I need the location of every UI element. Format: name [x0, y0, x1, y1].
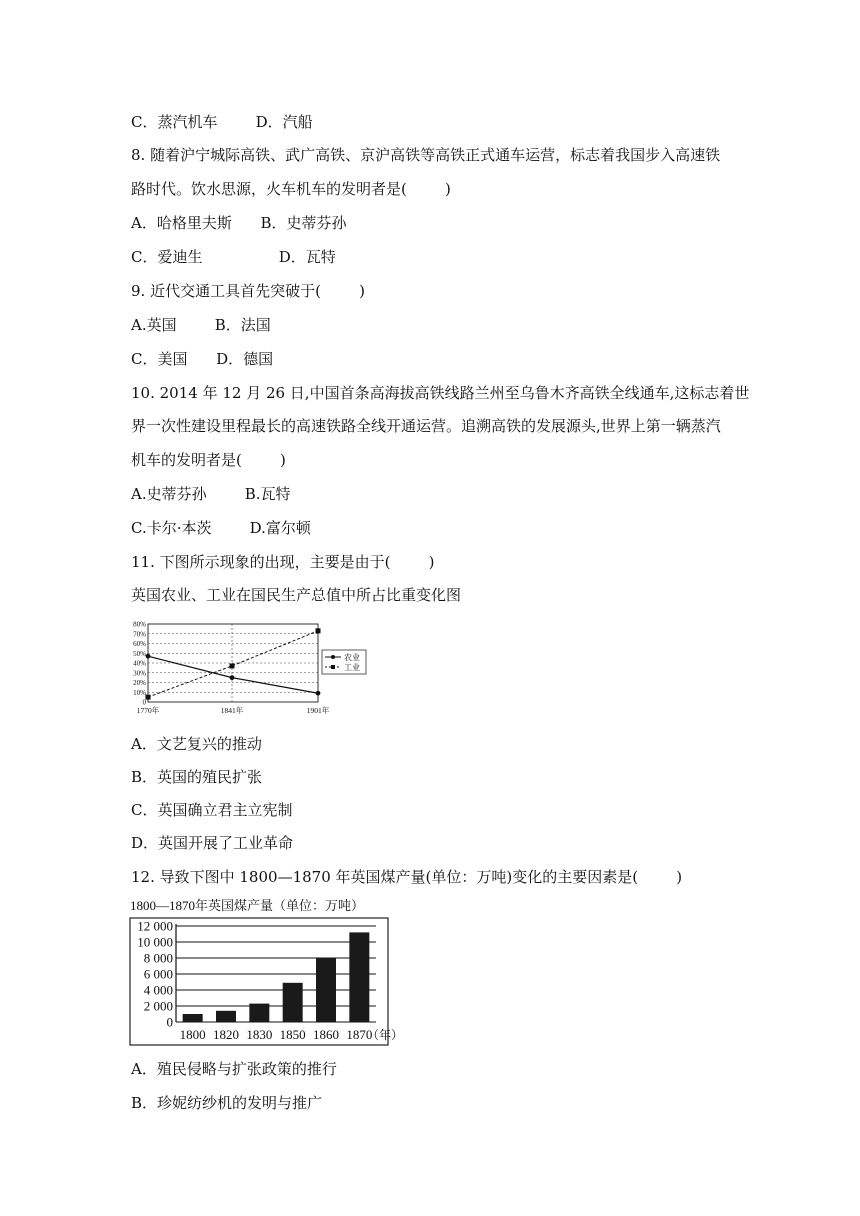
x-tick-label: 1830: [246, 1027, 273, 1042]
q10-stem-line1: 10. 2014 年 12 月 26 日,中国首条高海拔高铁线路兰州至乌鲁木齐高铁全线通车,这标志着世: [131, 384, 750, 402]
chart-title: 1800—1870年英国煤产量（单位：万吨）: [130, 898, 365, 913]
q11-chart-caption: 英国农业、工业在国民生产总值中所占比重变化图: [131, 586, 462, 604]
y-tick-label: 0: [166, 1014, 173, 1030]
q9-stem: 9. 近代交通工具首先突破于( ): [131, 282, 365, 300]
q11-option-b: B．英国的殖民扩张: [131, 768, 263, 786]
y-tick-label: 70%: [133, 630, 146, 639]
q10-stem-line3: 机车的发明者是( ): [131, 451, 286, 469]
legend-label: 农业: [344, 653, 360, 662]
x-tick-label: 1870: [346, 1027, 373, 1042]
y-tick-label: 4 000: [143, 982, 173, 998]
legend-marker-square: [331, 665, 335, 669]
y-tick-label: 60%: [133, 640, 146, 648]
q11-option-d: D．英国开展了工业革命: [131, 834, 294, 852]
data-point-agriculture: [316, 691, 321, 696]
data-point-agriculture: [146, 654, 151, 659]
coal-output-bar-chart: [128, 896, 404, 1048]
q8-stem-line2: 路时代。饮水思源，火车机车的发明者是( ): [131, 180, 451, 198]
x-tick-label: 1820: [213, 1027, 239, 1042]
y-tick-label: 20%: [133, 679, 146, 687]
y-tick-label: 12 000: [137, 918, 173, 934]
y-tick-label: 0: [142, 698, 146, 707]
y-tick-label: 8 000: [143, 950, 173, 966]
x-unit-label: （年）: [366, 1028, 404, 1042]
q11-stem: 11. 下图所示现象的出现，主要是由于( ): [131, 553, 435, 571]
bar-1800: [183, 1014, 203, 1022]
y-tick-label: 6 000: [143, 966, 173, 982]
x-tick-label: 1841年: [220, 706, 244, 715]
x-tick-label: 1860: [313, 1027, 339, 1042]
y-tick-label: 2 000: [143, 998, 173, 1014]
q10-option-cd: C.卡尔·本茨 D.富尔顿: [131, 519, 311, 537]
bar-1830: [249, 1004, 269, 1022]
q12-stem: 12. 导致下图中 1800—1870 年英国煤产量(单位：万吨)变化的主要因素是( ): [131, 868, 683, 886]
x-tick-label: 1800: [179, 1027, 206, 1042]
y-tick-label: 30%: [133, 669, 146, 678]
q8-stem-line1: 8. 随着沪宁城际高铁、武广高铁、京沪高铁等高铁正式通车运营，标志着我国步入高速铁: [131, 146, 721, 164]
bar-1850: [283, 983, 303, 1022]
q8-option-ab: A．哈格里夫斯 B．史蒂芬孙: [131, 214, 347, 232]
y-tick-label: 50%: [133, 649, 146, 658]
q9-option-ab: A.英国 B．法国: [131, 316, 271, 334]
q12-option-a: A．殖民侵略与扩张政策的推行: [131, 1060, 337, 1078]
q11-option-c: C．英国确立君主立宪制: [131, 801, 293, 819]
legend-label: 工业: [344, 663, 360, 672]
x-tick-label: 1770年: [136, 706, 160, 715]
q10-stem-line2: 界一次性建设里程最长的高速铁路全线开通运营。追溯高铁的发展源头,世界上第一辆蒸汽: [131, 417, 721, 435]
x-tick-label: 1850: [279, 1027, 306, 1042]
legend-marker-circle: [331, 655, 335, 659]
y-tick-label: 10 000: [137, 934, 173, 950]
data-point-industry: [146, 695, 151, 700]
q8-option-cd: C．爱迪生 D．瓦特: [131, 248, 336, 266]
y-tick-label: 80%: [133, 620, 146, 629]
bar-1860: [316, 958, 336, 1022]
x-tick-label: 1901年: [306, 706, 330, 715]
bar-1820: [216, 1011, 236, 1022]
data-point-industry: [230, 663, 235, 668]
y-tick-label: 40%: [133, 659, 146, 668]
q10-option-ab: A.史蒂芬孙 B.瓦特: [131, 485, 291, 503]
agri-industry-line-chart: [128, 618, 368, 718]
y-tick-label: 10%: [133, 688, 146, 697]
q7-option-cd: C．蒸汽机车 D．汽船: [131, 113, 313, 131]
q11-option-a: A．文艺复兴的推动: [131, 735, 262, 753]
q12-option-b: B．珍妮纺纱机的发明与推广: [131, 1094, 323, 1112]
data-point-industry: [316, 628, 321, 633]
bar-1870: [349, 932, 369, 1022]
data-point-agriculture: [230, 675, 235, 680]
q9-option-cd: C．美国 D．德国: [131, 350, 274, 368]
